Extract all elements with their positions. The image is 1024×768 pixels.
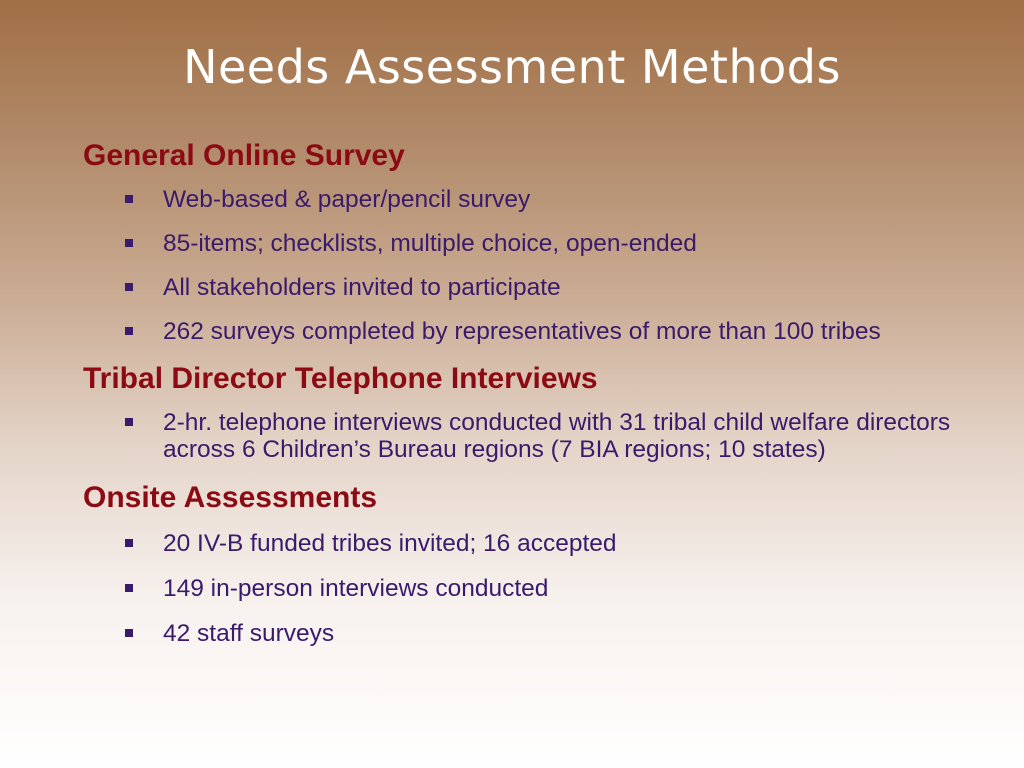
square-bullet-icon bbox=[125, 584, 133, 592]
square-bullet-icon bbox=[125, 629, 133, 637]
bullet-text: All stakeholders invited to participate bbox=[163, 274, 561, 301]
bullet-item bbox=[83, 575, 963, 602]
section-general-online-survey bbox=[83, 138, 963, 345]
section-onsite-assessments bbox=[83, 480, 963, 647]
section-heading: Tribal Director Telephone Interviews bbox=[83, 362, 598, 395]
square-bullet-icon bbox=[125, 327, 133, 335]
slide-content bbox=[83, 138, 963, 647]
bullet-list bbox=[83, 186, 963, 345]
bullet-text: 20 IV-B funded tribes invited; 16 accepted bbox=[163, 530, 617, 557]
square-bullet-icon bbox=[125, 239, 133, 247]
bullet-list bbox=[83, 409, 963, 463]
bullet-item bbox=[83, 530, 963, 557]
section-tribal-director-interviews bbox=[83, 361, 963, 463]
section-heading: Onsite Assessments bbox=[83, 481, 378, 514]
square-bullet-icon bbox=[125, 195, 133, 203]
square-bullet-icon bbox=[125, 418, 133, 426]
bullet-text: 42 staff surveys bbox=[163, 620, 335, 647]
bullet-text: Web-based & paper/pencil survey bbox=[163, 186, 531, 213]
bullet-item bbox=[83, 230, 963, 257]
slide-title: Needs Assessment Methods bbox=[183, 40, 841, 94]
bullet-text: 149 in-person interviews conducted bbox=[163, 575, 549, 602]
bullet-list bbox=[83, 530, 963, 647]
bullet-item bbox=[83, 409, 963, 463]
bullet-item bbox=[83, 274, 963, 301]
square-bullet-icon bbox=[125, 539, 133, 547]
bullet-item bbox=[83, 186, 963, 213]
bullet-item bbox=[83, 318, 963, 345]
bullet-item bbox=[83, 620, 963, 647]
section-heading: General Online Survey bbox=[83, 139, 405, 172]
bullet-text: 85-items; checklists, multiple choice, open-ended bbox=[163, 230, 697, 257]
square-bullet-icon bbox=[125, 283, 133, 291]
bullet-text: 2-hr. telephone interviews conducted with 31 tribal child welfare directors across 6 Children’s Bureau regions (7 BIA regions; 10 states) bbox=[163, 409, 951, 463]
bullet-text: 262 surveys completed by representatives of more than 100 tribes bbox=[163, 318, 881, 345]
